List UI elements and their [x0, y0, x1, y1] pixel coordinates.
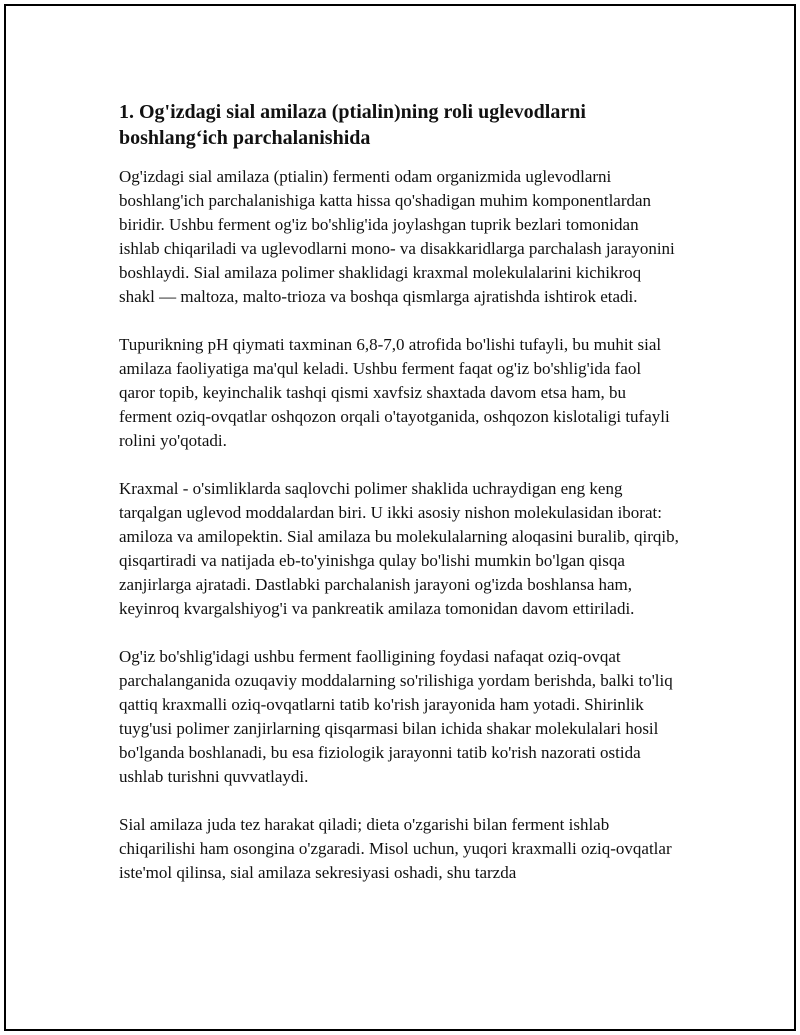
document-content [119, 99, 679, 909]
paragraph-2: Tupurikning pH qiymati taxminan 6,8-7,0 atrofida bo'lishi tufayli, bu muhit sial amilaza faoliyatiga ma'qul keladi. Ushbu ferment faqat og'iz bo'shlig'ida faol qaror topib, keyinchalik tashqi qismi xavfsiz shaxtada davom etsa ham, bu ferment oziq-ovqatlar oshqozon orqali o'tayotganida, oshqozon kislotaligi tufayli rolini yo'qotadi. [119, 335, 670, 450]
paragraph-4: Og'iz bo'shlig'idagi ushbu ferment faolligining foydasi nafaqat oziq-ovqat parchalanganida ozuqaviy moddalarning so'rilishiga yordam berishda, balki to'liq qattiq kraxmalli oziq-ovqatlarni tatib ko'rish jarayonida ham yotadi. Shirinlik tuyg'usi polimer zanjirlarning qisqarmasi bilan ichida shakar molekulalari hosil bo'lganda boshlanadi, bu esa fiziologik jarayonni tatib ko'rish nazorati ostida ushlab turishni quvvatlaydi. [119, 647, 673, 786]
paragraph-3: Kraxmal - o'simliklarda saqlovchi polimer shaklida uchraydigan eng keng tarqalgan uglevod moddalardan biri. U ikki asosiy nishon molekulasidan iborat: amiloza va amilopektin. Sial amilaza bu molekulalarning aloqasini buralib, qirqib, qisqartiradi va natijada eb-to'yinishga qulay bo'lishi mumkin bo'lgan qisqa zanjirlarga ajratadi. Dastlabki parchalanish jarayoni og'izda boshlansa ham, keyinroq kvargalshiyog'i va pankreatik amilaza tomonidan davom ettiriladi. [119, 479, 679, 618]
paragraph-1: Og'izdagi sial amilaza (ptialin) fermenti odam organizmida uglevodlarni boshlang'ich parchalanishiga katta hissa qo'shadigan muhim komponentlardan biridir. Ushbu ferment og'iz bo'shlig'ida joylashgan tuprik bezlari tomonidan ishlab chiqariladi va uglevodlarni mono- va disakkaridlarga parchalash jarayonini boshlaydi. Sial amilaza polimer shaklidagi kraxmal molekulalarini kichikroq shakl — maltoza, malto-trioza va boshqa qismlarga ajratishda ishtirok etadi. [119, 167, 675, 306]
section-heading: 1. Og'izdagi sial amilaza (ptialin)ning roli uglevodlarni boshlang‘ich parchalanishida [119, 101, 586, 149]
page-frame [4, 4, 796, 1031]
paragraph-5: Sial amilaza juda tez harakat qiladi; dieta o'zgarishi bilan ferment ishlab chiqarilishi ham osongina o'zgaradi. Misol uchun, yuqori kraxmalli oziq-ovqatlar iste'mol qilinsa, sial amilaza sekresiyasi oshadi, shu tarzda [119, 815, 672, 882]
